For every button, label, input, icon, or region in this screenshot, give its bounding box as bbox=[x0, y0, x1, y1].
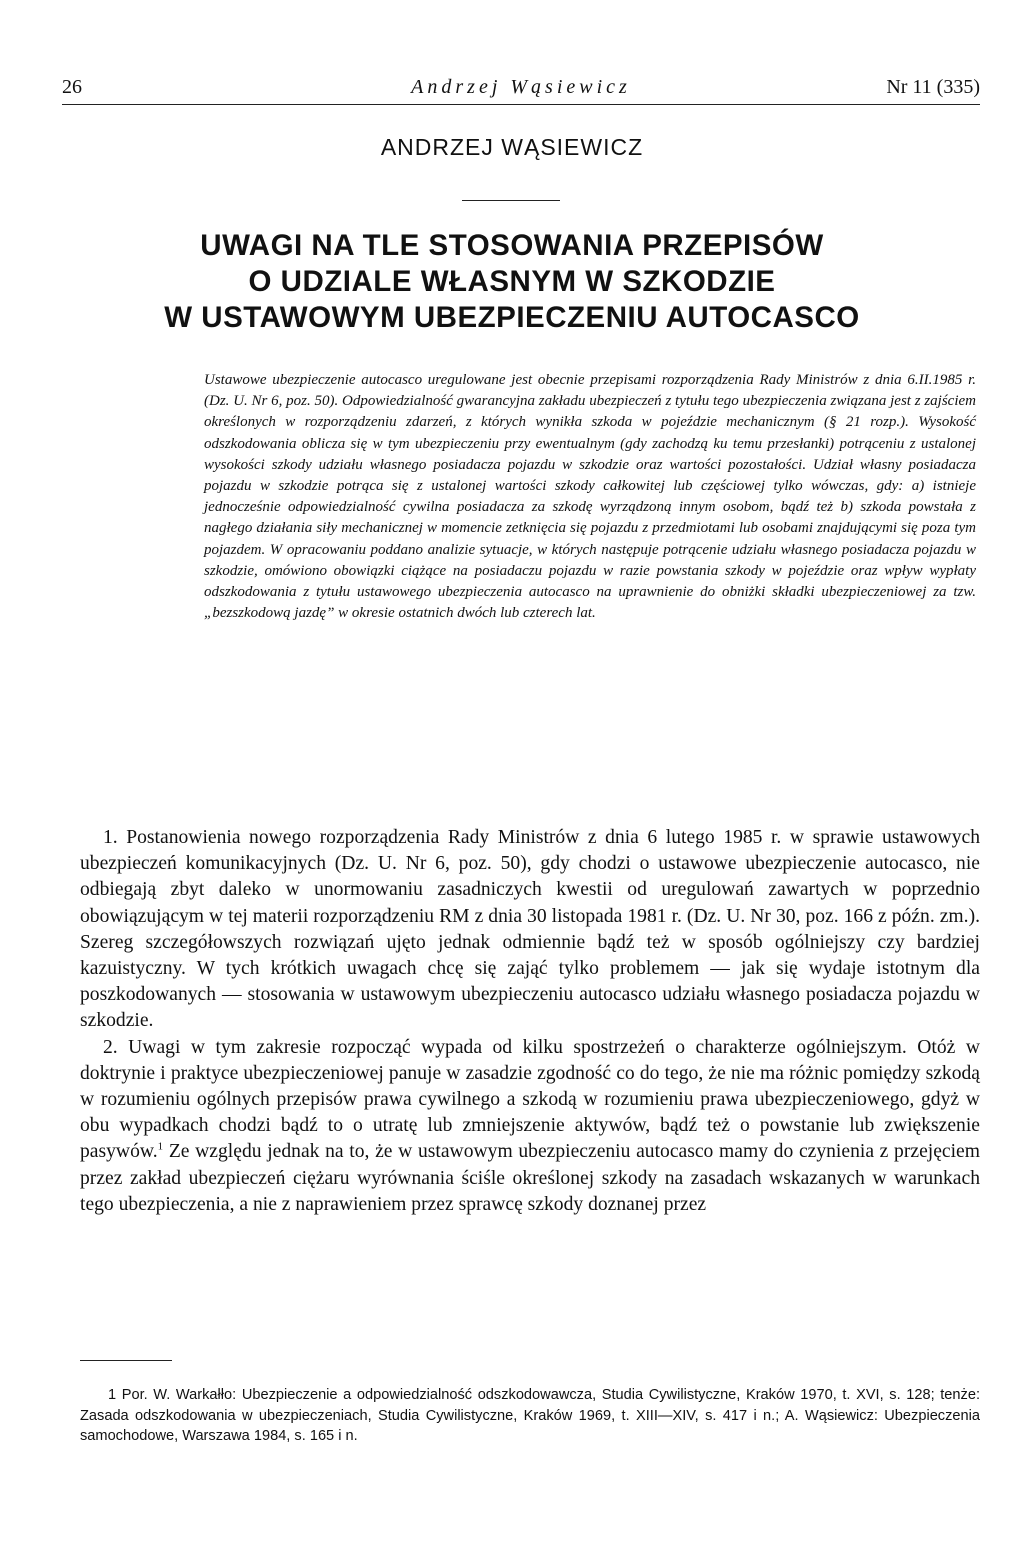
paragraph-2-continuation: Ze względu jednak na to, że w ustawowym ubezpieczeniu autocasco mamy do czynienia z przejęciem przez zakład ubezpieczeń ciężaru wyrównania ściśle określonej szkody na zasadach wskazanych w warunkach tego ubezpieczenia, a nie z naprawieniem przez sprawcę szkody doznanej przez bbox=[80, 1141, 980, 1215]
paragraph-2 bbox=[80, 1035, 980, 1218]
running-head-author: Andrzej Wąsiewicz bbox=[411, 76, 631, 98]
paragraph-1: 1. Postanowienia nowego rozporządzenia Rady Ministrów z dnia 6 lutego 1985 r. w sprawie ustawowych ubezpieczeń komunikacyjnych (Dz. U. Nr 6, poz. 50), gdy chodzi o ustawowe ubezpieczenie autocasco, nie odbiegają zbyt daleko w unormowaniu zasadniczych kwestii od uregulowań zawartych w poprzednio obowiązującym w tej materii rozporządzeniu RM z dnia 30 listopada 1981 r. (Dz. U. Nr 30, poz. 166 z późn. zm.). Szereg szczegółowszych rozwiązań ujęto jednak odmiennie bądź też w sposób ogólniejszy czy bardziej kazuistyczny. W tych krótkich uwagach chcę się zająć tylko problemem — jak się wydaje istotnym dla poszkodowanych — stosowania w ustawowym ubezpieczeniu autocasco udziału własnego posiadacza pojazdu w szkodzie. bbox=[80, 827, 980, 1032]
abstract: Ustawowe ubezpieczenie autocasco uregulowane jest obecnie przepisami rozporządzenia Rady Ministrów z dnia 6.II.1985 r. (Dz. U. Nr 6, poz. 50). Odpowiedzialność gwarancyjna zakładu ubezpieczeń z tytułu tego ubezpieczenia związana jest z zajściem określonych w rozporządzeniu zdarzeń, z których wynikła szkoda w pojeździe mechanicznym (§ 21 rozp.). Wysokość odszkodowania oblicza się w tym ubezpieczeniu przy ewentualnym (gdy zachodzą ku temu przesłanki) potrąceniu z ustalonej wysokości szkody udziału własnego posiadacza pojazdu w szkodzie oraz wartości pozostałości. Udział własny posiadacza pojazdu w szkodzie potrąca się z ustalonej wartości szkody całkowitej lub częściowej tylko wówczas, gdy: a) istnieje jednocześnie odpowiedzialność cywilna posiadacza za szkodę wyrządzoną innym osobom, bądź też b) szkoda powstała z nagłego działania siły mechanicznej w momencie zetknięcia się pojazdu z przedmiotami lub osobami znajdującymi się poza tym pojazdem. W opracowaniu poddano analizie sytuacje, w których następuje potrącenie udziału własnego posiadacza pojazdu w szkodzie, omówiono obowiązki ciążące na posiadaczu pojazdu w razie powstania szkody w pojeździe oraz wpływ wypłaty odszkodowania z tytułu ustawowego ubezpieczenia autocasco na uprawnienie do obniżki składki ubezpieczeniowej za tzw. „bezszkodową jazdę” w okresie ostatnich dwóch lub czterech lat. bbox=[204, 372, 976, 622]
title-line: O UDZIALE WŁASNYM W SZKODZIE bbox=[248, 265, 776, 298]
title-line: UWAGI NA TLE STOSOWANIA PRZEPISÓW bbox=[200, 229, 824, 262]
issue-number: Nr 11 (335) bbox=[886, 76, 980, 98]
footnote-rule bbox=[80, 1360, 172, 1361]
page-number: 26 bbox=[62, 76, 82, 98]
article-title bbox=[0, 228, 1024, 336]
title-rule bbox=[462, 200, 560, 201]
footnote-reference[interactable]: 1 bbox=[157, 1140, 164, 1153]
running-head bbox=[62, 70, 980, 106]
paragraph-2-text: 2. Uwagi w tym zakresie rozpocząć wypada od kilku spostrzeżeń o charakterze ogólniejszym. Otóż w doktrynie i praktyce ubezpieczeniowej panuje w zasadzie zgodność co do tego, że nie ma różnic pomiędzy szkodą w rozumieniu ogólnych przepisów prawa cywilnego a szkodą w rozumieniu prawa ubezpieczeniowego, gdyż w obu wypadkach chodzi bądź to o utratę lub zmniejszenie aktywów, bądź też o powstanie lub zwiększenie pasywów. bbox=[80, 1036, 980, 1163]
footnote: 1 Por. W. Warkałło: Ubezpieczenie a odpowiedzialność odszkodowawcza, Studia Cywilistyczne, Kraków 1970, t. XVI, s. 128; tenże: Zasada odszkodowania w ubezpieczeniach, Studia Cywilistyczne, Kraków 1969, t. XIII—XIV, s. 417 i n.; A. Wąsiewicz: Ubezpieczenia samochodowe, Warszawa 1984, s. 165 i n. bbox=[80, 1387, 980, 1444]
article-body bbox=[80, 825, 980, 1218]
article-author: ANDRZEJ WĄSIEWICZ bbox=[380, 134, 644, 160]
header-rule bbox=[62, 104, 980, 105]
title-line: W USTAWOWYM UBEZPIECZENIU AUTOCASCO bbox=[164, 301, 860, 334]
